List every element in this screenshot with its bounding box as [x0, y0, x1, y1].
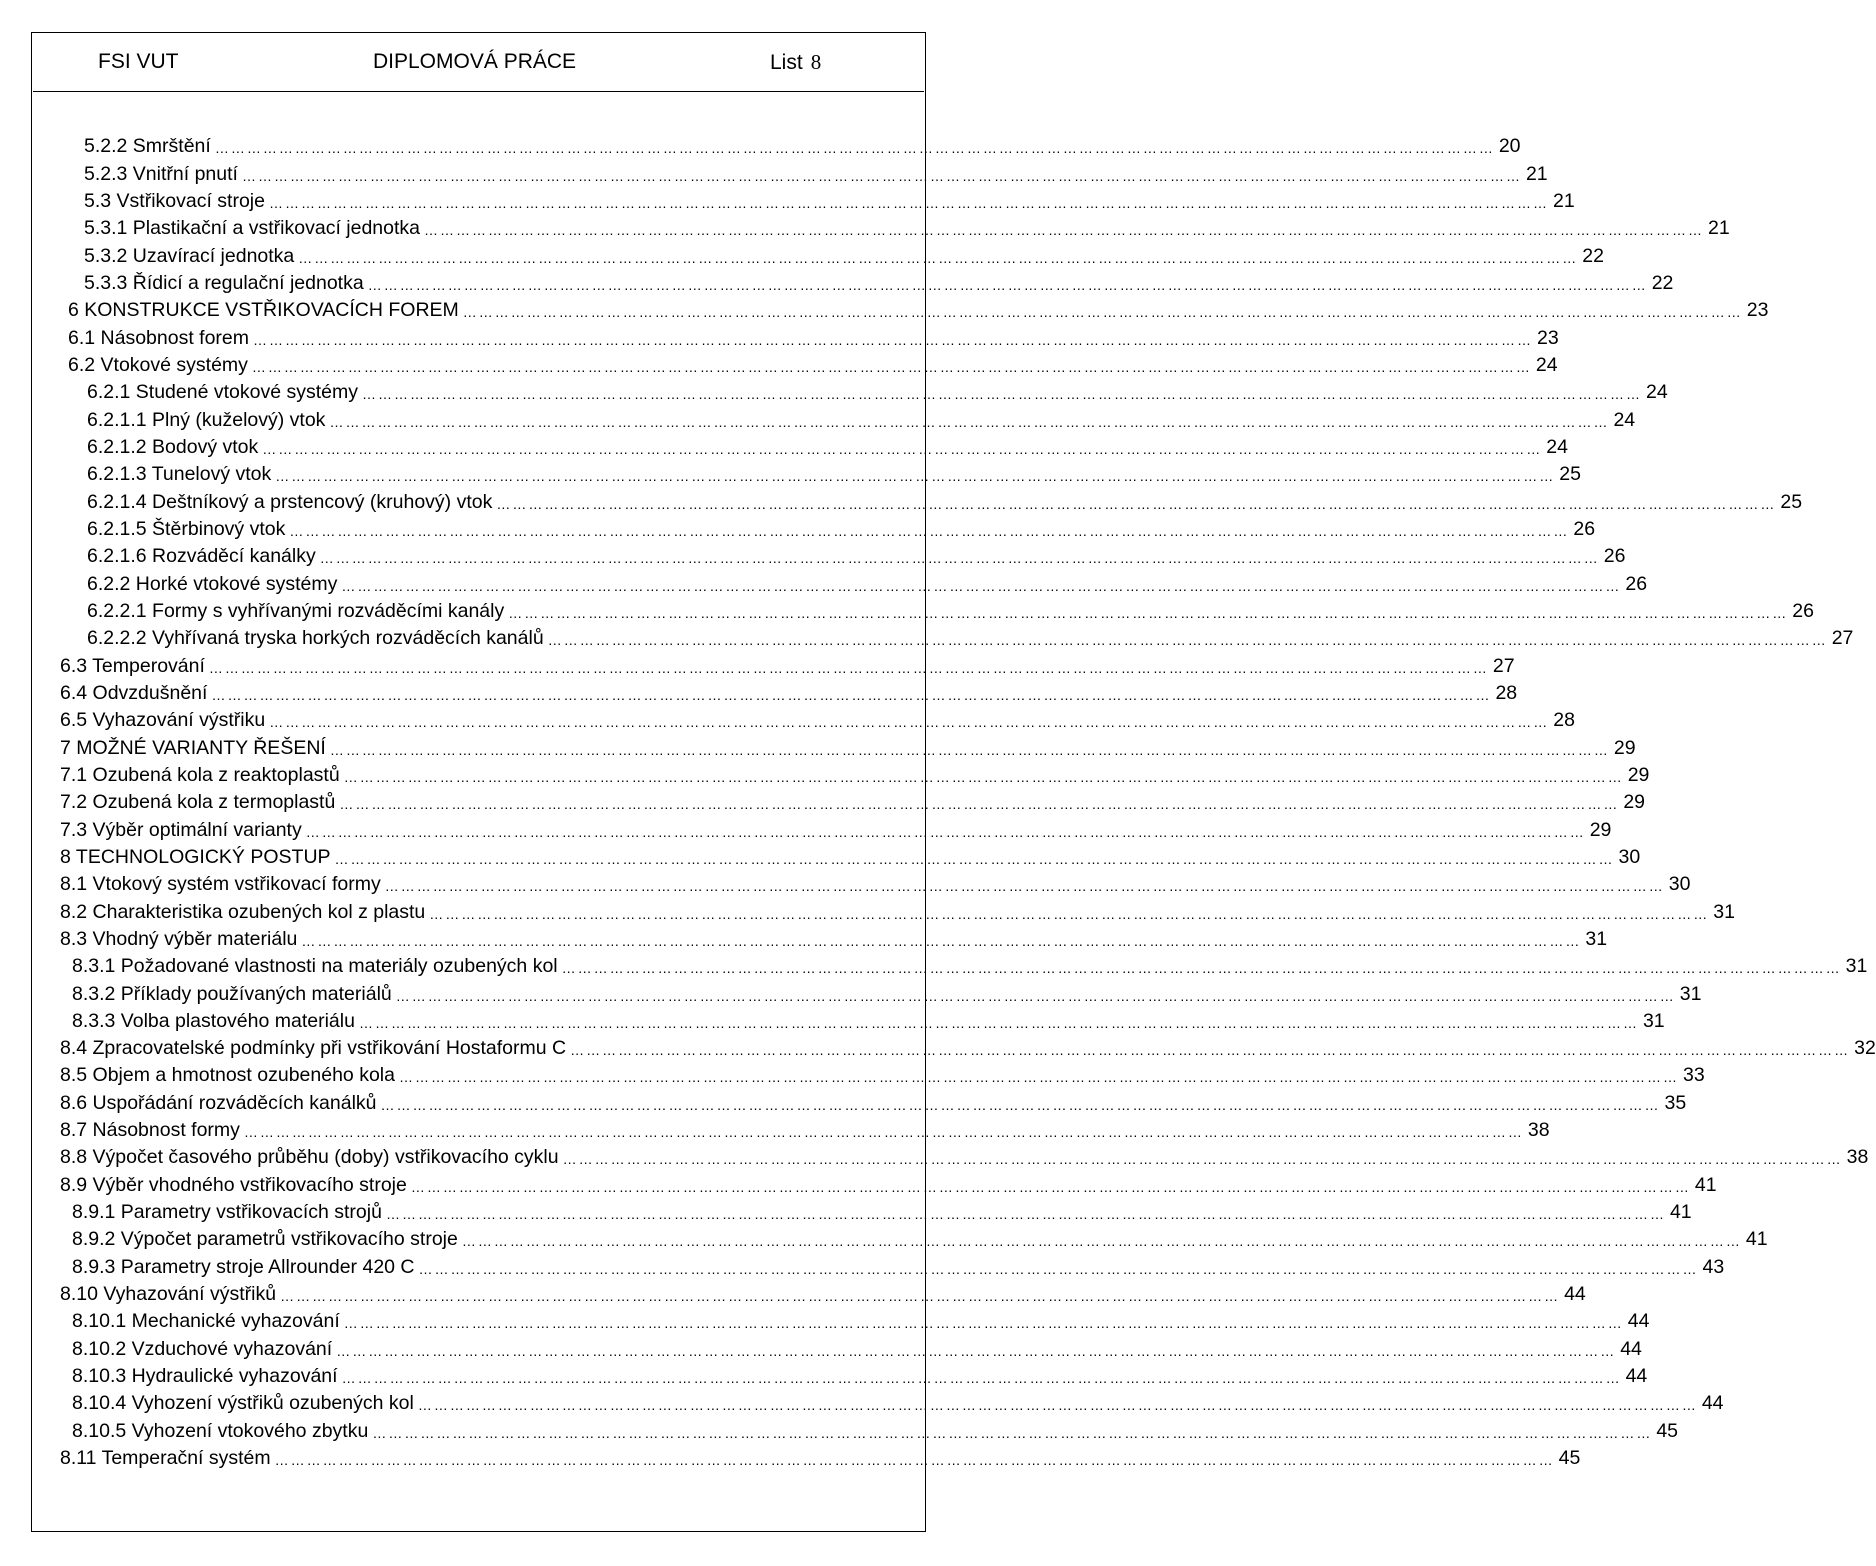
toc-entry-page: 26	[1573, 517, 1596, 540]
toc-entry-title: 5.2.2 Smrštění	[84, 135, 211, 158]
toc-entry	[0, 158, 1548, 185]
toc-entry	[0, 568, 1648, 595]
toc-leader-dots: ……………………………………………………………………………………………………………………………………………………………………………………………………………………	[274, 1452, 1555, 1469]
toc-entry-page: 25	[1559, 463, 1581, 486]
toc-entry-page: 31	[1642, 1009, 1665, 1032]
toc-entry-title: 6.4 Odvzdušnění	[60, 681, 208, 704]
toc-entry	[0, 623, 1854, 650]
toc-entry-page: 38	[1527, 1119, 1550, 1142]
toc-entry-title: 6.3 Temperování	[60, 654, 205, 677]
toc-leader-dots: ……………………………………………………………………………………………………………………………………………………………………………………………………………………	[562, 1151, 1843, 1168]
toc-entry	[0, 814, 1612, 841]
toc-leader-dots: ……………………………………………………………………………………………………………………………………………………………………………………………………………………	[429, 905, 1710, 922]
toc-leader-dots: ……………………………………………………………………………………………………………………………………………………………………………………………………………………	[395, 987, 1676, 1004]
toc-entry	[0, 404, 1636, 431]
page-header	[33, 34, 924, 92]
toc-entry	[0, 1033, 1876, 1060]
toc-entry	[0, 787, 1646, 814]
toc-leader-dots: ……………………………………………………………………………………………………………………………………………………………………………………………………………………	[253, 331, 1534, 348]
toc-leader-dots: ……………………………………………………………………………………………………………………………………………………………………………………………………………………	[385, 1206, 1666, 1223]
toc-entry	[0, 896, 1735, 923]
toc-leader-dots: ……………………………………………………………………………………………………………………………………………………………………………………………………………………	[211, 686, 1492, 703]
toc-entry-title: 8.6 Uspořádání rozváděcích kanálků	[60, 1091, 377, 1114]
toc-entry-title: 8.7 Násobnost formy	[60, 1119, 240, 1142]
toc-entry-title: 8 TECHNOLOGICKÝ POSTUP	[60, 845, 331, 868]
toc-entry	[0, 732, 1636, 759]
toc-entry-page: 28	[1553, 709, 1575, 732]
toc-entry-title: 6.2.2.1 Formy s vyhřívanými rozváděcími kanály	[87, 599, 505, 622]
toc-entry	[0, 1115, 1550, 1142]
toc-entry-page: 24	[1546, 435, 1568, 458]
toc-entry-title: 8.5 Objem a hmotnost ozubeného kola	[60, 1064, 395, 1087]
toc-entry-title: 6.2 Vtokové systémy	[68, 353, 248, 376]
toc-leader-dots: ……………………………………………………………………………………………………………………………………………………………………………………………………………………	[280, 1288, 1561, 1305]
toc-entry-title: 8.3.3 Volba plastového materiálu	[72, 1009, 355, 1032]
toc-leader-dots: ……………………………………………………………………………………………………………………………………………………………………………………………………………………	[372, 1424, 1653, 1441]
toc-leader-dots: ……………………………………………………………………………………………………………………………………………………………………………………………………………………	[214, 140, 1495, 157]
toc-entry-title: 8.1 Vtokový systém vstřikovací formy	[60, 873, 381, 896]
toc-entry-page: 45	[1558, 1447, 1581, 1470]
toc-entry	[0, 1224, 1768, 1251]
toc-entry-page: 20	[1498, 135, 1521, 158]
toc-entry	[0, 596, 1814, 623]
toc-entry	[0, 842, 1641, 869]
toc-leader-dots: ……………………………………………………………………………………………………………………………………………………………………………………………………………………	[461, 1233, 1742, 1250]
toc-entry-page: 44	[1701, 1392, 1724, 1415]
toc-leader-dots: ……………………………………………………………………………………………………………………………………………………………………………………………………………………	[358, 1014, 1639, 1031]
toc-entry	[0, 432, 1568, 459]
toc-entry-title: 6.2.2 Horké vtokové systémy	[87, 572, 338, 595]
toc-entry-page: 38	[1846, 1146, 1869, 1169]
toc-entry-page: 29	[1613, 736, 1636, 759]
toc-leader-dots: ……………………………………………………………………………………………………………………………………………………………………………………………………………………	[462, 304, 1743, 321]
toc-leader-dots: ……………………………………………………………………………………………………………………………………………………………………………………………………………………	[289, 522, 1570, 539]
toc-entry-page: 41	[1669, 1201, 1692, 1224]
toc-entry	[0, 350, 1558, 377]
toc-leader-dots: ……………………………………………………………………………………………………………………………………………………………………………………………………………………	[305, 823, 1586, 840]
toc-entry-page: 44	[1564, 1283, 1586, 1306]
toc-entry-title: 5.3.1 Plastikační a vstřikovací jednotka	[84, 217, 421, 240]
toc-leader-dots: ……………………………………………………………………………………………………………………………………………………………………………………………………………………	[367, 276, 1648, 293]
toc-leader-dots: ……………………………………………………………………………………………………………………………………………………………………………………………………………………	[334, 850, 1615, 867]
toc-entry-page: 33	[1682, 1064, 1705, 1087]
toc-entry	[0, 1415, 1679, 1442]
toc-entry	[0, 295, 1769, 322]
toc-entry-page: 27	[1831, 627, 1854, 650]
toc-entry-page: 21	[1525, 162, 1548, 185]
toc-entry	[0, 1306, 1650, 1333]
header-institution: FSI VUT	[98, 50, 179, 73]
toc-entry	[0, 459, 1581, 486]
toc-entry-title: 6 KONSTRUKCE VSTŘIKOVACÍCH FOREM	[68, 299, 459, 322]
toc-leader-dots: ……………………………………………………………………………………………………………………………………………………………………………………………………………………	[343, 1315, 1624, 1332]
toc-leader-dots: ……………………………………………………………………………………………………………………………………………………………………………………………………………………	[336, 1342, 1617, 1359]
toc-entry	[0, 1142, 1869, 1169]
header-sheet	[770, 50, 821, 75]
toc-entry	[0, 131, 1521, 158]
toc-leader-dots: ……………………………………………………………………………………………………………………………………………………………………………………………………………………	[339, 796, 1620, 813]
toc-leader-dots: ……………………………………………………………………………………………………………………………………………………………………………………………………………………	[329, 413, 1610, 430]
toc-entry	[0, 650, 1515, 677]
toc-entry-page: 44	[1620, 1337, 1642, 1360]
toc-leader-dots: ……………………………………………………………………………………………………………………………………………………………………………………………………………………	[275, 468, 1556, 485]
toc-entry-title: 8.11 Temperační systém	[60, 1447, 271, 1470]
toc-leader-dots: ……………………………………………………………………………………………………………………………………………………………………………………………………………………	[547, 632, 1828, 649]
toc-entry	[0, 186, 1575, 213]
toc-entry-title: 6.1 Násobnost forem	[68, 326, 250, 349]
toc-leader-dots: ……………………………………………………………………………………………………………………………………………………………………………………………………………………	[417, 1397, 1698, 1414]
toc-entry-page: 29	[1627, 763, 1650, 786]
toc-entry-title: 8.8 Výpočet časového průběhu (doby) vstřikovacího cyklu	[60, 1146, 559, 1169]
toc-entry-title: 8.10.2 Vzduchové vyhazování	[72, 1337, 333, 1360]
toc-leader-dots: ……………………………………………………………………………………………………………………………………………………………………………………………………………………	[243, 1124, 1524, 1141]
toc-entry-title: 6.2.1.2 Bodový vtok	[87, 435, 259, 458]
table-of-contents	[0, 131, 1876, 1470]
toc-entry-title: 6.2.1.3 Tunelový vtok	[87, 463, 272, 486]
toc-entry-title: 6.2.1.1 Plný (kuželový) vtok	[87, 408, 326, 431]
toc-entry-page: 30	[1618, 845, 1641, 868]
toc-entry	[0, 541, 1626, 568]
toc-entry-title: 8.10.3 Hydraulické vyhazování	[72, 1365, 338, 1388]
toc-leader-dots: ……………………………………………………………………………………………………………………………………………………………………………………………………………………	[496, 495, 1777, 512]
toc-entry-title: 5.2.3 Vnitřní pnutí	[84, 162, 238, 185]
toc-entry-title: 8.10 Vyhazování výstřiků	[60, 1283, 277, 1306]
toc-entry	[0, 1251, 1725, 1278]
toc-entry-title: 7.1 Ozubená kola z reaktoplastů	[60, 763, 340, 786]
toc-entry-page: 45	[1656, 1419, 1679, 1442]
toc-entry-title: 8.3.2 Příklady používaných materiálů	[72, 982, 392, 1005]
header-sheet-label: List	[770, 51, 803, 74]
toc-entry-page: 22	[1582, 244, 1604, 267]
toc-entry-page: 43	[1702, 1255, 1725, 1278]
toc-entry-page: 23	[1746, 299, 1769, 322]
toc-entry-page: 41	[1745, 1228, 1768, 1251]
toc-leader-dots: ……………………………………………………………………………………………………………………………………………………………………………………………………………………	[341, 1370, 1622, 1387]
toc-entry-page: 26	[1625, 572, 1648, 595]
toc-entry	[0, 1279, 1586, 1306]
toc-entry-page: 25	[1780, 490, 1803, 513]
toc-leader-dots: ……………………………………………………………………………………………………………………………………………………………………………………………………………………	[561, 960, 1842, 977]
toc-leader-dots: ……………………………………………………………………………………………………………………………………………………………………………………………………………………	[262, 440, 1543, 457]
toc-entry-title: 8.3 Vhodný výběr materiálu	[60, 927, 298, 950]
toc-entry	[0, 705, 1575, 732]
toc-leader-dots: ……………………………………………………………………………………………………………………………………………………………………………………………………………………	[343, 768, 1624, 785]
toc-entry	[0, 1443, 1581, 1470]
toc-leader-dots: ……………………………………………………………………………………………………………………………………………………………………………………………………………………	[251, 358, 1532, 375]
toc-entry-title: 8.10.1 Mechanické vyhazování	[72, 1310, 340, 1333]
toc-entry-title: 5.3.3 Řídicí a regulační jednotka	[84, 271, 364, 294]
toc-leader-dots: ……………………………………………………………………………………………………………………………………………………………………………………………………………………	[298, 249, 1579, 266]
toc-leader-dots: ……………………………………………………………………………………………………………………………………………………………………………………………………………………	[301, 932, 1582, 949]
toc-leader-dots: ……………………………………………………………………………………………………………………………………………………………………………………………………………………	[341, 577, 1622, 594]
toc-entry-page: 31	[1679, 982, 1702, 1005]
toc-entry	[0, 1197, 1692, 1224]
toc-entry-title: 8.9.2 Výpočet parametrů vstřikovacího stroje	[72, 1228, 458, 1251]
toc-entry-page: 44	[1625, 1365, 1648, 1388]
toc-entry-page: 35	[1664, 1091, 1687, 1114]
toc-entry-title: 8.2 Charakteristika ozubených kol z plastu	[60, 900, 426, 923]
toc-entry-title: 8.3.1 Požadované vlastnosti na materiály ozubených kol	[72, 955, 558, 978]
toc-leader-dots: ……………………………………………………………………………………………………………………………………………………………………………………………………………………	[410, 1178, 1691, 1195]
toc-entry-title: 6.2.1 Studené vtokové systémy	[87, 381, 358, 404]
toc-entry-title: 6.2.2.2 Vyhřívaná tryska horkých rozváděcích kanálů	[87, 627, 544, 650]
toc-entry-title: 6.2.1.6 Rozváděcí kanálky	[87, 545, 316, 568]
toc-entry	[0, 678, 1518, 705]
toc-entry	[0, 377, 1668, 404]
toc-leader-dots: ……………………………………………………………………………………………………………………………………………………………………………………………………………………	[319, 550, 1600, 567]
toc-entry	[0, 1006, 1665, 1033]
toc-entry-page: 29	[1623, 791, 1646, 814]
toc-entry-page: 23	[1537, 326, 1559, 349]
toc-entry	[0, 869, 1691, 896]
toc-entry	[0, 924, 1608, 951]
toc-entry	[0, 1060, 1705, 1087]
toc-leader-dots: ……………………………………………………………………………………………………………………………………………………………………………………………………………………	[241, 167, 1522, 184]
header-sheet-number: 8	[810, 50, 822, 74]
toc-entry	[0, 978, 1702, 1005]
toc-entry-title: 8.9.3 Parametry stroje Allrounder 420 C	[72, 1255, 415, 1278]
toc-entry	[0, 951, 1868, 978]
toc-entry-page: 32	[1854, 1037, 1876, 1060]
toc-entry-page: 24	[1645, 381, 1668, 404]
toc-entry-page: 41	[1694, 1173, 1717, 1196]
toc-entry	[0, 1361, 1648, 1388]
toc-entry-title: 7.2 Ozubená kola z termoplastů	[60, 791, 336, 814]
toc-entry-title: 6.2.1.4 Deštníkový a prstencový (kruhový) vtok	[87, 490, 493, 513]
toc-entry	[0, 213, 1730, 240]
toc-leader-dots: ……………………………………………………………………………………………………………………………………………………………………………………………………………………	[398, 1069, 1679, 1086]
toc-entry	[0, 514, 1596, 541]
toc-entry	[0, 1333, 1642, 1360]
toc-entry-page: 44	[1627, 1310, 1650, 1333]
toc-entry-page: 26	[1603, 545, 1626, 568]
toc-entry	[0, 240, 1604, 267]
toc-entry-title: 8.9 Výběr vhodného vstřikovacího stroje	[60, 1173, 407, 1196]
toc-leader-dots: ……………………………………………………………………………………………………………………………………………………………………………………………………………………	[508, 604, 1789, 621]
toc-entry-title: 8.9.1 Parametry vstřikovacích strojů	[72, 1201, 382, 1224]
toc-leader-dots: ……………………………………………………………………………………………………………………………………………………………………………………………………………………	[361, 386, 1642, 403]
toc-leader-dots: ……………………………………………………………………………………………………………………………………………………………………………………………………………………	[380, 1096, 1661, 1113]
toc-entry	[0, 760, 1650, 787]
toc-entry-page: 30	[1668, 873, 1691, 896]
toc-entry-title: 6.5 Vyhazování výstřiku	[60, 709, 266, 732]
toc-entry-title: 8.4 Zpracovatelské podmínky při vstřikování Hostaformu C	[60, 1037, 567, 1060]
toc-entry-page: 21	[1708, 217, 1730, 240]
toc-entry-title: 8.10.4 Vyhození výstřiků ozubených kol	[72, 1392, 414, 1415]
toc-entry-title: 8.10.5 Vyhození vtokového zbytku	[72, 1419, 369, 1442]
toc-leader-dots: ……………………………………………………………………………………………………………………………………………………………………………………………………………………	[424, 222, 1705, 239]
toc-entry-page: 24	[1535, 353, 1558, 376]
toc-entry-title: 7 MOŽNÉ VARIANTY ŘEŠENÍ	[60, 736, 326, 759]
toc-entry	[0, 268, 1674, 295]
toc-leader-dots: ……………………………………………………………………………………………………………………………………………………………………………………………………………………	[268, 194, 1549, 211]
toc-entry-page: 31	[1845, 955, 1868, 978]
toc-entry-title: 6.2.1.5 Štěrbinový vtok	[87, 517, 286, 540]
toc-entry-page: 22	[1651, 271, 1674, 294]
toc-leader-dots: ……………………………………………………………………………………………………………………………………………………………………………………………………………………	[384, 878, 1665, 895]
toc-leader-dots: ……………………………………………………………………………………………………………………………………………………………………………………………………………………	[329, 741, 1610, 758]
toc-entry-title: 5.3.2 Uzavírací jednotka	[84, 244, 295, 267]
toc-entry	[0, 486, 1803, 513]
toc-entry-title: 7.3 Výběr optimální varianty	[60, 818, 302, 841]
toc-entry-page: 28	[1495, 681, 1518, 704]
toc-entry	[0, 1388, 1724, 1415]
toc-leader-dots: ……………………………………………………………………………………………………………………………………………………………………………………………………………………	[570, 1042, 1851, 1059]
toc-entry-title: 5.3 Vstřikovací stroje	[84, 189, 265, 212]
toc-entry-page: 29	[1589, 818, 1612, 841]
toc-entry-page: 27	[1492, 654, 1515, 677]
toc-entry-page: 31	[1585, 927, 1608, 950]
toc-entry-page: 24	[1613, 408, 1636, 431]
toc-leader-dots: ……………………………………………………………………………………………………………………………………………………………………………………………………………………	[208, 659, 1489, 676]
toc-entry-page: 26	[1792, 599, 1814, 622]
toc-entry	[0, 1169, 1717, 1196]
toc-leader-dots: ……………………………………………………………………………………………………………………………………………………………………………………………………………………	[418, 1260, 1699, 1277]
toc-entry-page: 21	[1552, 189, 1575, 212]
toc-entry-page: 31	[1713, 900, 1735, 923]
toc-leader-dots: ……………………………………………………………………………………………………………………………………………………………………………………………………………………	[269, 714, 1550, 731]
toc-entry	[0, 322, 1559, 349]
header-document-type: DIPLOMOVÁ PRÁCE	[373, 50, 577, 73]
toc-entry	[0, 1087, 1687, 1114]
